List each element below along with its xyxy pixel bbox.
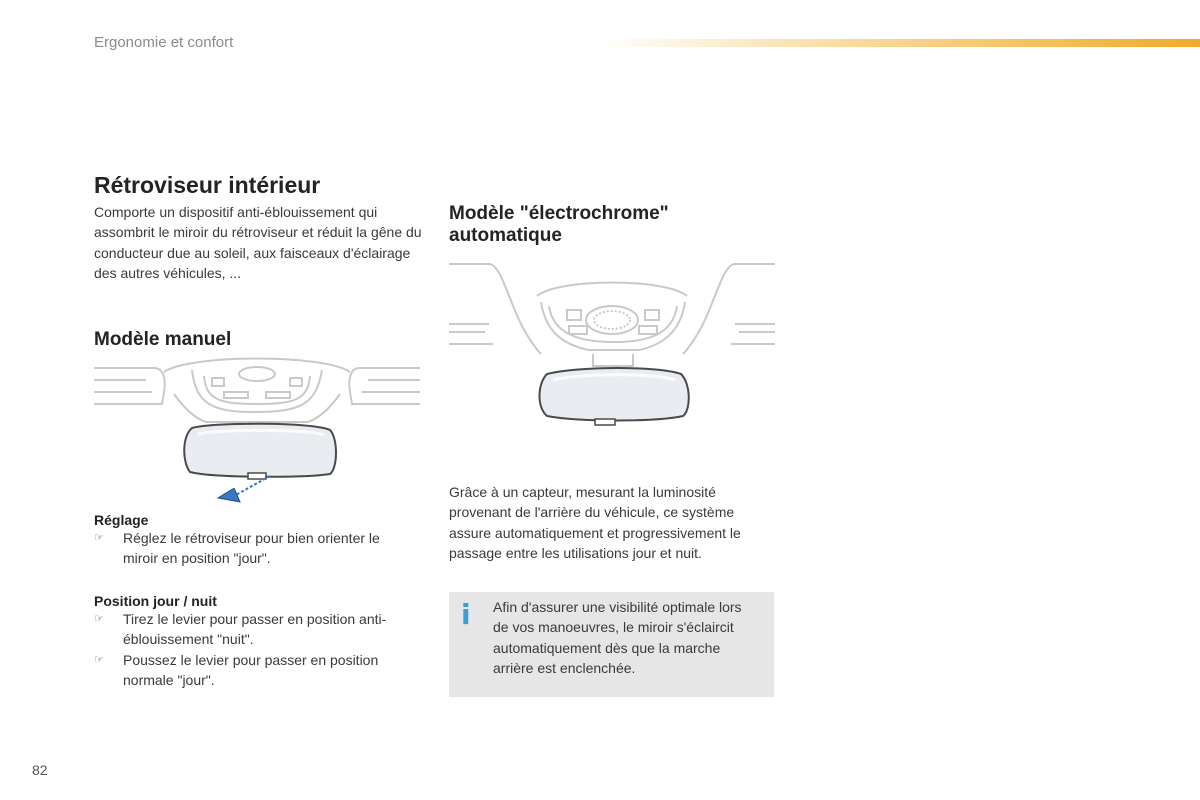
position-section bbox=[94, 593, 416, 690]
reglage-bullet: ☞ Réglez le rétroviseur pour bien orienter le miroir en position "jour". bbox=[94, 528, 414, 569]
auto-paragraph: Grâce à un capteur, mesurant la luminosité provenant de l'arrière du véhicule, ce système assure automatiquement et progressivement le passage entre les utilisations jour et nuit. bbox=[449, 484, 741, 561]
reglage-section bbox=[94, 512, 414, 569]
page-title: Rétroviseur intérieur bbox=[94, 172, 321, 198]
manual-mirror-illustration bbox=[94, 364, 420, 510]
section-header: Ergonomie et confort bbox=[94, 34, 234, 51]
auto-model-title: Modèle "électrochrome" automatique bbox=[449, 203, 669, 246]
position-bullet: ☞ Tirez le levier pour passer en position anti-éblouissement "nuit". bbox=[94, 609, 416, 650]
auto-mirror-illustration bbox=[449, 262, 775, 434]
position-bullet: ☞ Poussez le levier pour passer en position normale "jour". bbox=[94, 650, 416, 691]
info-text: Afin d'assurer une visibilité optimale lors de vos manoeuvres, le miroir s'éclaircit automatiquement dès que la marche arrière est enclenchée. bbox=[493, 599, 742, 676]
intro-paragraph: Comporte un dispositif anti-éblouissement qui assombrit le miroir du rétroviseur et réduit la gêne du conducteur due au soleil, aux faisceaux d'éclairage des autres véhicules, ... bbox=[94, 204, 422, 281]
reglage-heading: Réglage bbox=[94, 512, 149, 528]
manual-model-title: Modèle manuel bbox=[94, 329, 232, 350]
info-icon: i bbox=[461, 598, 471, 631]
info-box bbox=[449, 592, 774, 697]
page-number: 82 bbox=[32, 762, 48, 778]
position-heading: Position jour / nuit bbox=[94, 593, 217, 609]
header-accent-bar bbox=[600, 39, 1200, 47]
